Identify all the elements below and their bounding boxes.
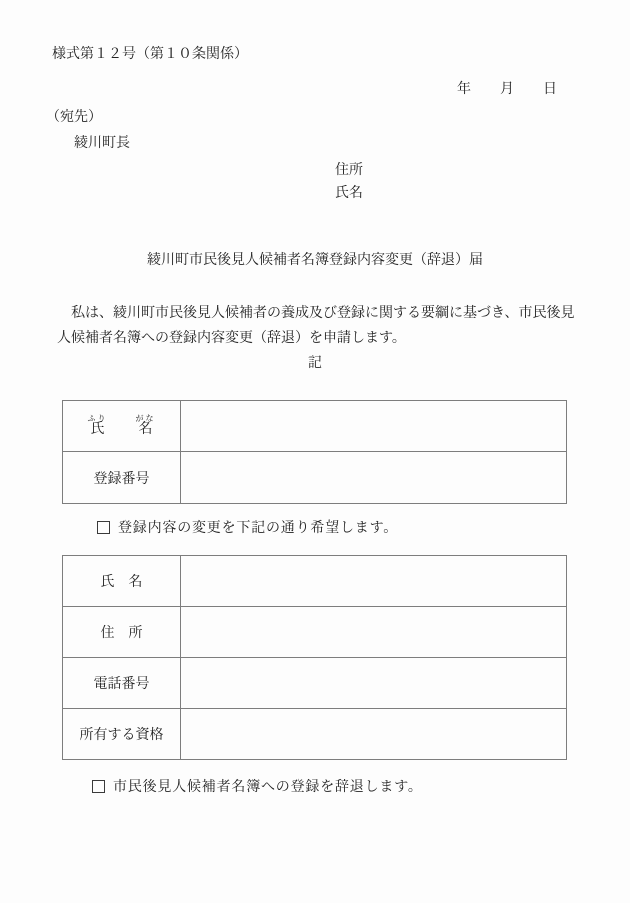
qualifications-input[interactable] (181, 709, 566, 759)
address-label: 住所 (335, 163, 363, 178)
furigana-family-ruby: 氏ふり (87, 414, 108, 437)
change-option-row[interactable] (97, 517, 398, 537)
table-row (63, 556, 566, 606)
change-details-table (62, 555, 567, 760)
table-row (63, 451, 566, 503)
recipient-name: 綾川町長 (74, 136, 130, 151)
date-line (457, 78, 557, 98)
applicant-table (62, 400, 567, 504)
body-paragraph-line-2: 人候補者名簿への登録内容変更（辞退）を申請します。 (57, 331, 406, 346)
table-row (63, 657, 566, 708)
form-title: 綾川町市民後見人候補者名簿登録内容変更（辞退）届 (147, 253, 483, 268)
body-paragraph-line-1: 私は、綾川町市民後見人候補者の養成及び登録に関する要綱に基づき、市民後見 (57, 306, 575, 321)
registration-number-label: 登録番号 (63, 452, 181, 503)
decline-checkbox[interactable] (92, 780, 105, 793)
phone-number-label: 電話番号 (63, 658, 181, 708)
registration-number-input[interactable] (181, 452, 566, 503)
month-label: 月 (500, 82, 514, 97)
furigana-name-label (63, 401, 181, 451)
phone-number-input[interactable] (181, 658, 566, 708)
qualifications-label: 所有する資格 (63, 709, 181, 759)
decline-option-row[interactable] (92, 776, 423, 796)
change-option-label: 登録内容の変更を下記の通り希望します。 (118, 521, 399, 536)
recipient-label: （宛先） (46, 110, 102, 125)
furigana-name-input[interactable] (181, 401, 566, 451)
table-row (63, 606, 566, 657)
ki-heading: 記 (308, 356, 322, 371)
year-label: 年 (457, 82, 471, 97)
new-address-input[interactable] (181, 607, 566, 657)
furigana-given-ruby: 名がな (135, 414, 156, 437)
new-name-input[interactable] (181, 556, 566, 606)
form-number: 様式第１２号（第１０条関係） (52, 47, 248, 62)
new-name-label: 氏 名 (63, 556, 181, 606)
table-row (63, 401, 566, 451)
decline-option-label: 市民後見人候補者名簿への登録を辞退します。 (113, 780, 423, 795)
table-row (63, 708, 566, 759)
new-address-label: 住 所 (63, 607, 181, 657)
day-label: 日 (543, 82, 557, 97)
name-label: 氏名 (335, 186, 363, 201)
change-checkbox[interactable] (97, 521, 110, 534)
